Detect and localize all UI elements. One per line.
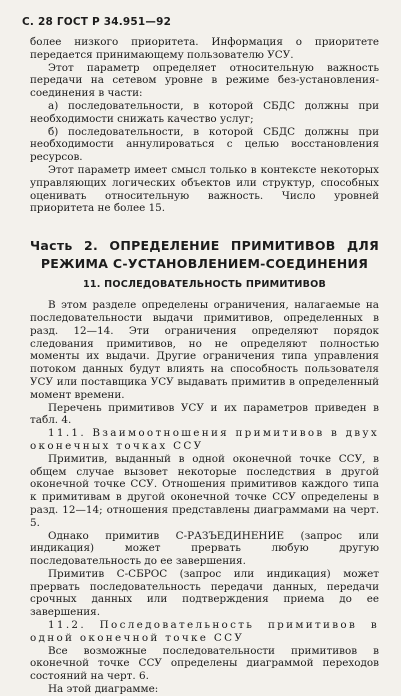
paragraph: На этой диаграмме: (48, 683, 159, 696)
paragraph: Примитив С-СБРОС (запрос или индикация) может прервать последовательность передачи данных, передачи срочных данных или подтверждения приема до ее завершения. (30, 567, 379, 619)
paragraph: Этот параметр имеет смысл только в контексте некоторых управляющих логических объектов или структур, способных оценивать относительную важность. Число уровней приоритета не более 15. (30, 163, 379, 215)
part-title: Часть 2. ОПРЕДЕЛЕНИЕ ПРИМИТИВОВ ДЛЯ РЕЖИМА С-УСТАНОВЛЕНИЕМ-СОЕДИНЕНИЯ (30, 238, 379, 272)
paragraph: В этом разделе определены ограничения, налагаемые на последовательности выдачи примитивов, определенных в разд. 12—14. Эти ограничения определяют порядок следования примитивов, но не определяют полностью моменты их выдачи. Другие ограничения типа управления потоком данных будут влиять на способность пользователя УСУ или поставщика УСУ выдавать примитив в определенный момент времени. (30, 299, 379, 401)
subsection-heading: 11.2. Последовательность примитивов в одной оконечной точке ССУ (30, 619, 379, 644)
paragraph: Однако примитив С-РАЗЪЕДИНЕНИЕ (запрос или индикация) может прервать любую другую последовательность до ее завершения. (30, 529, 379, 568)
list-item: б) последовательности, в которой СБДС должны при необходимости аннулироваться с целью восстановления ресурсов. (30, 125, 379, 164)
paragraph: Этот параметр определяет относительную важность передачи на сетевом уровне в режиме без-установления-соединения в части: (30, 61, 379, 100)
page-header: С. 28 ГОСТ Р 34.951—92 (22, 16, 172, 28)
section-title: 11. ПОСЛЕДОВАТЕЛЬНОСТЬ ПРИМИТИВОВ (83, 279, 326, 291)
paragraph: более низкого приоритета. Информация о приоритете передается принимающему пользователю УСУ. (30, 36, 379, 61)
subsection-heading: 11.1. Взаимоотношения примитивов в двух оконечных точках ССУ (30, 427, 379, 452)
list-item: а) последовательности, в которой СБДС должны при необходимости снижать качество услуг; (30, 99, 379, 125)
paragraph: Перечень примитивов УСУ и их параметров приведен в табл. 4. (30, 401, 379, 427)
paragraph: Все возможные последовательности примитивов в оконечной точке ССУ определены диаграммой переходов состояний на черт. 6. (30, 644, 379, 683)
paragraph: Примитив, выданный в одной оконечной точке ССУ, в общем случае вызовет некоторые последствия в другой оконечной точке ССУ. Отношения примитивов каждого типа к примитивам в другой оконечной точке ССУ определены в разд. 12—14; отношения представлены диаграммами на черт. 5. (30, 452, 379, 529)
